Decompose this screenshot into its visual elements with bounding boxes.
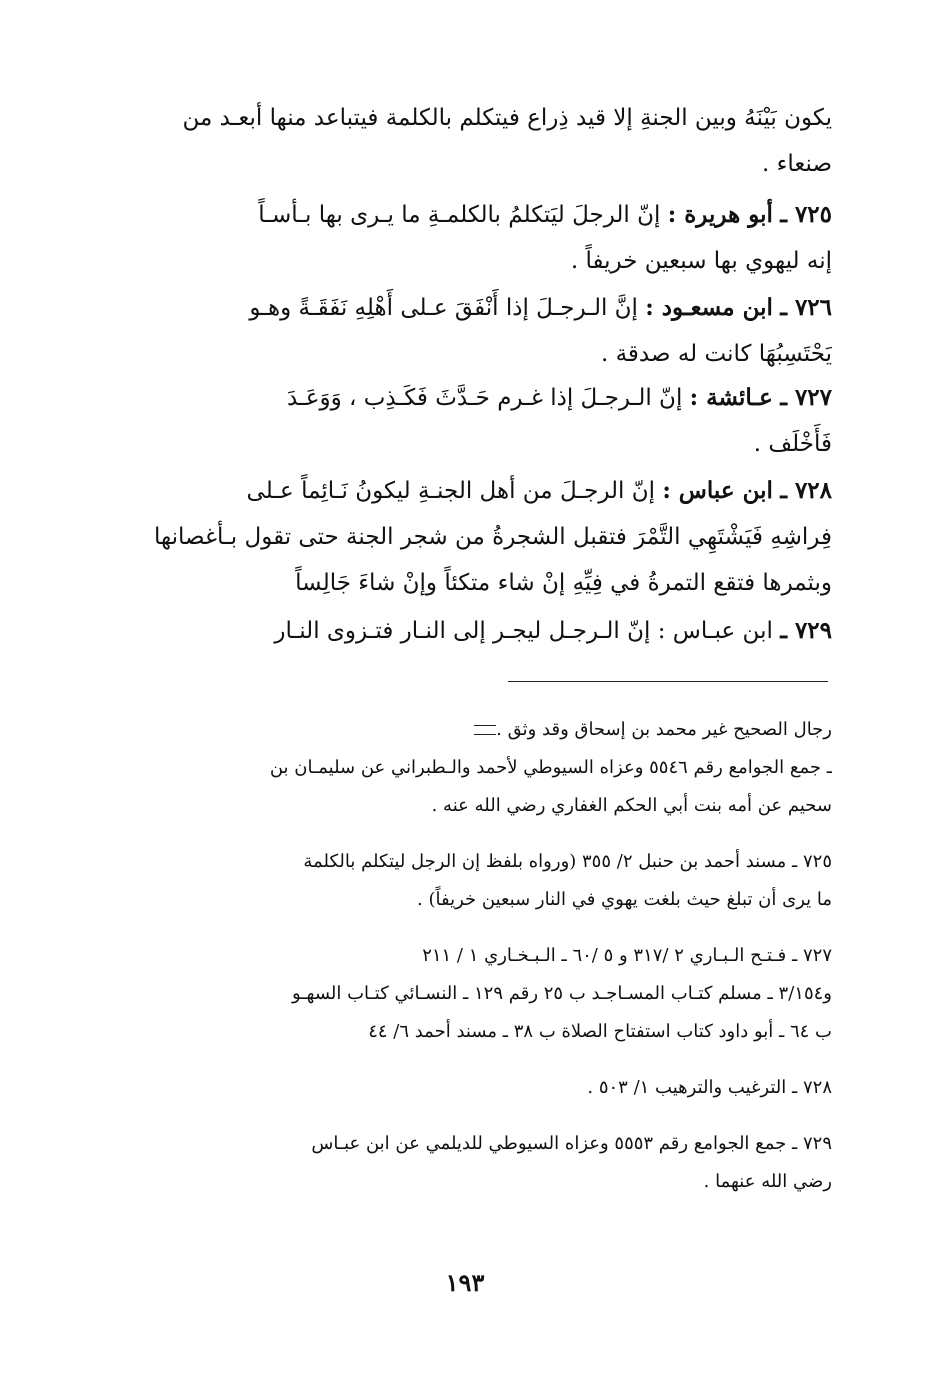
narrator-name: أبو هريرة : (667, 201, 773, 228)
text-line (142, 608, 832, 654)
footnote-line (142, 711, 832, 749)
footnote-line: ٧٢٧ ـ فـتـح الـبـاري ٢ /٣١٧ و ٥ /٦٠ ـ الـبـخـاري ١ / ٢١١ (422, 945, 832, 966)
continuation-mark (474, 725, 496, 735)
narrator-name: ابن مسعـود : (645, 294, 773, 321)
text-line: يكون بَيْنَهُ وبين الجنةِ إلا قيد ذِراع فيتكلم بالكلمة فيتباعد منها أبعـد من (182, 105, 832, 131)
entry-729 (142, 608, 832, 654)
text-line (142, 468, 832, 514)
entry-725 (142, 192, 832, 284)
entry-728 (142, 468, 832, 606)
footnote-line: ٧٢٥ ـ مسند أحمد بن حنبل ٢/ ٣٥٥ (ورواه بلفظ إن الرجل ليتكلم بالكلمة (303, 851, 832, 872)
entry-number: ٧٢٥ ـ (780, 201, 832, 228)
text-line (142, 375, 832, 421)
footnote-line: ٧٢٨ ـ الترغيب والترهيب ١/ ٥٠٣ . (587, 1077, 832, 1098)
hadith-text: إنَّ الـرجـلَ إذا أَنْفَقَ عـلى أَهْلِهِ نَفَقَـةً وهـو (249, 295, 638, 321)
hadith-text: إنّ الرجـلَ من أهل الجنـةِ ليكونُ نَـائِماً عـلى (246, 478, 655, 504)
footnote-line: رضي الله عنهما . (703, 1171, 832, 1192)
footnote-728 (142, 1069, 832, 1107)
text-line (142, 285, 832, 331)
text-line: إنه ليهوي بها سبعين خريفاً . (570, 248, 832, 274)
footnote-line: و٣/١٥٤ ـ مسلم كتـاب المسـاجـد ب ٢٥ رقم ١٢٩ ـ النسـائي كتـاب السهـو (291, 983, 832, 1004)
footnote-727 (142, 937, 832, 1051)
narrator-name: ابن عبـاس : (657, 618, 773, 644)
entry-727 (142, 375, 832, 467)
footnote-continued (142, 711, 832, 825)
text-line (142, 192, 832, 238)
entry-number: ٧٢٩ ـ (780, 617, 832, 644)
entry-number: ٧٢٦ ـ (780, 294, 832, 321)
footnote-line: ٧٢٩ ـ جمع الجوامع رقم ٥٥٥٣ وعزاه السيوطي للديلمي عن ابن عبـاس (311, 1133, 832, 1154)
text-line: وبثمرها فتقع التمرةُ في فِيِّهِ إنْ شاء متكئاً وإنْ شاءَ جَالِساً (295, 570, 832, 596)
text-line: صنعاء . (761, 151, 832, 177)
narrator-name: ابن عباس : (662, 477, 773, 504)
hadith-text: إنّ الـرجـلَ إذا غـرم حَـدَّثَ فَكَـذِب ، وَوَعَـدَ (286, 385, 683, 411)
narrator-name: عـائشة : (689, 384, 773, 411)
footnote-line: ـ جمع الجوامع رقم ٥٥٤٦ وعزاه السيوطي لأحمد والـطبراني عن سليمـان بن (269, 757, 832, 778)
footnote-729 (142, 1125, 832, 1201)
footnote-line: ب ٦٤ ـ أبو داود كتاب استفتاح الصلاة ب ٣٨ ـ مسند أحمد ٦/ ٤٤ (368, 1021, 832, 1042)
entry-number: ٧٢٨ ـ (780, 477, 832, 504)
hadith-text: إنّ الـرجـل ليجـر إلى النـار فتـزوى النـار (274, 618, 651, 644)
entry-726 (142, 285, 832, 377)
footnote-text: رجال الصحيح غير محمد بن إسحاق وقد وثق . (496, 719, 832, 740)
text-line: يَحْتَسِبُهَا كانت له صدقة . (600, 341, 832, 367)
intro-paragraph (142, 95, 832, 187)
hadith-text: إنّ الرجلَ ليَتكلمُ بالكلمـةِ ما يـرى بها بـأسـاً (258, 202, 661, 228)
footnote-line: ما يرى أن تبلغ حيث بلغت يهوي في النار سبعين خريفاً) . (417, 889, 832, 910)
text-line: فِراشِهِ فَيَشْتَهِي التَّمْرَ فتقبل الشجرةُ من شجر الجنة حتى تقول بـأغصانها (154, 524, 832, 550)
page-number: ١٩٣ (445, 1268, 485, 1297)
footnote-line: سحيم عن أمه بنت أبي الحكم الغفاري رضي الله عنه . (431, 795, 832, 816)
entry-number: ٧٢٧ ـ (780, 384, 832, 411)
footnote-725 (142, 843, 832, 919)
text-line: فَأَخْلَف . (753, 431, 832, 457)
footnote-divider (508, 681, 828, 682)
